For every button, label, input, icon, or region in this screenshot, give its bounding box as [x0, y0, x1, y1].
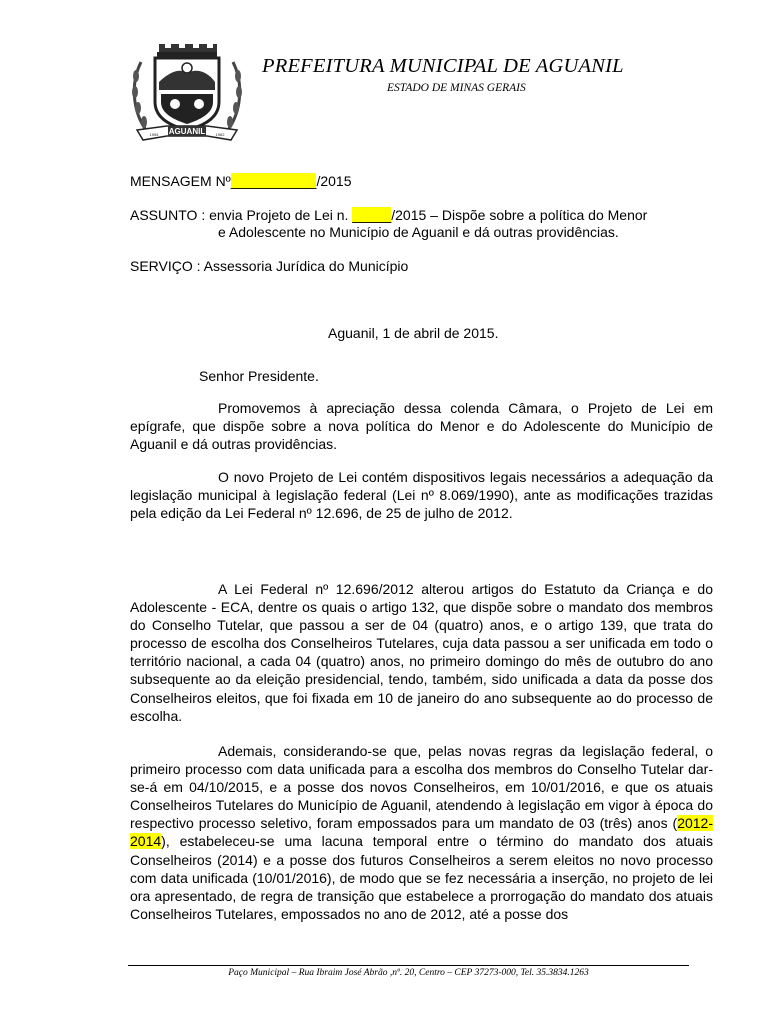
mensagem-suffix: /2015: [316, 173, 352, 189]
paragraph-3: [130, 580, 713, 725]
assunto-suffix: /2015 – Dispõe sobre a política do Menor: [391, 207, 648, 223]
svg-text:1954: 1954: [149, 132, 159, 137]
paragraph-1-text: Promovemos à apreciação dessa colenda Câmara, o Projeto de Lei em epígrafe, que dispõe sobre a nova política do Menor e do Adolescente do Município de Aguanil e dá outras providências.: [130, 400, 713, 453]
paragraph-4-text: [130, 742, 713, 923]
municipal-crest-logo: [127, 42, 247, 144]
assunto-prefix: ASSUNTO : envia Projeto de Lei n.: [130, 207, 353, 223]
assunto-line-2: e Adolescente no Município de Aguanil e dá outras providências.: [218, 224, 619, 240]
mensagem-prefix: MENSAGEM Nº: [130, 173, 231, 189]
mensagem-number-blank: ___________: [230, 173, 317, 189]
header-subtitle: ESTADO DE MINAS GERAIS: [387, 82, 526, 94]
paragraph-2-text: O novo Projeto de Lei contém dispositivos legais necessários a adequação da legislação municipal à legislação federal (Lei nº 8.069/1990), ante as modificações trazidas pela edição da Lei Federal nº 12.696, de 25 de julho de 2012.: [130, 469, 713, 522]
servico-line: SERVIÇO : Assessoria Jurídica do Município: [130, 258, 409, 274]
salutation: Senhor Presidente.: [199, 368, 319, 384]
paragraph-1: [130, 399, 713, 453]
paragraph-4-before: Ademais, considerando-se que, pelas novas regras da legislação federal, o primeiro processo com data unificada para a escolha dos membros do Conselho Tutelar dar-se-á em 04/10/2015, e a posse dos novos Conselheiros, em 10/01/2016, e que os atuais Conselheiros Tutelares do Município de Aguanil, atendendo à legislação em vigor à época do respectivo processo seletivo, foram empossados para um mandato de 03 (três) anos (: [130, 743, 713, 832]
highlighted-period: 2012-2014: [130, 815, 713, 850]
footer-address: Paço Municipal – Rua Ibraim José Abrão ,nº. 20, Centro – CEP 37273-000, Tel. 35.3834.1263: [228, 968, 589, 978]
svg-text:AGUANIL: AGUANIL: [168, 127, 206, 136]
assunto-number-blank: _____: [352, 207, 392, 223]
svg-text:1962: 1962: [215, 132, 225, 137]
header-title: PREFEITURA MUNICIPAL DE AGUANIL: [262, 55, 624, 77]
paragraph-2: [130, 468, 713, 522]
date-line: Aguanil, 1 de abril de 2015.: [328, 325, 499, 341]
paragraph-3-text: A Lei Federal nº 12.696/2012 alterou artigos do Estatuto da Criança e do Adolescente - ECA, dentre os quais o artigo 132, que dispõe sobre o mandato dos membros do Conselho Tutelar, que passou a ser de 04 (quatro) anos, e o artigo 139, que trata do processo de escolha dos Conselheiros Tutelares, cuja data passou a ser unificada em todo o território nacional, a cada 04 (quatro) anos, no primeiro domingo do mês de outubro do ano subsequente ao da eleição presidencial, tendo, também, sido unificada a data da posse dos Conselheiros eleitos, que foi fixada em 10 de janeiro do ano subsequente ao do processo de escolha.: [130, 581, 713, 724]
footer-divider: [128, 965, 689, 966]
assunto-line: [130, 207, 647, 224]
paragraph-4: [130, 742, 713, 923]
mensagem-line: [130, 173, 352, 190]
paragraph-4-after: ), estabeleceu-se uma lacuna temporal entre o término do mandato dos atuais Conselheiros (2014) e a posse dos futuros Conselheiros a serem eleitos no novo processo com data unificada (10/01/2016), de modo que se fez necessária a inserção, no projeto de lei ora apresentado, de regra de transição que estabelece a prorrogação do mandato dos atuais Conselheiros Tutelares, empossados no ano de 2012, até a posse dos: [130, 833, 713, 922]
